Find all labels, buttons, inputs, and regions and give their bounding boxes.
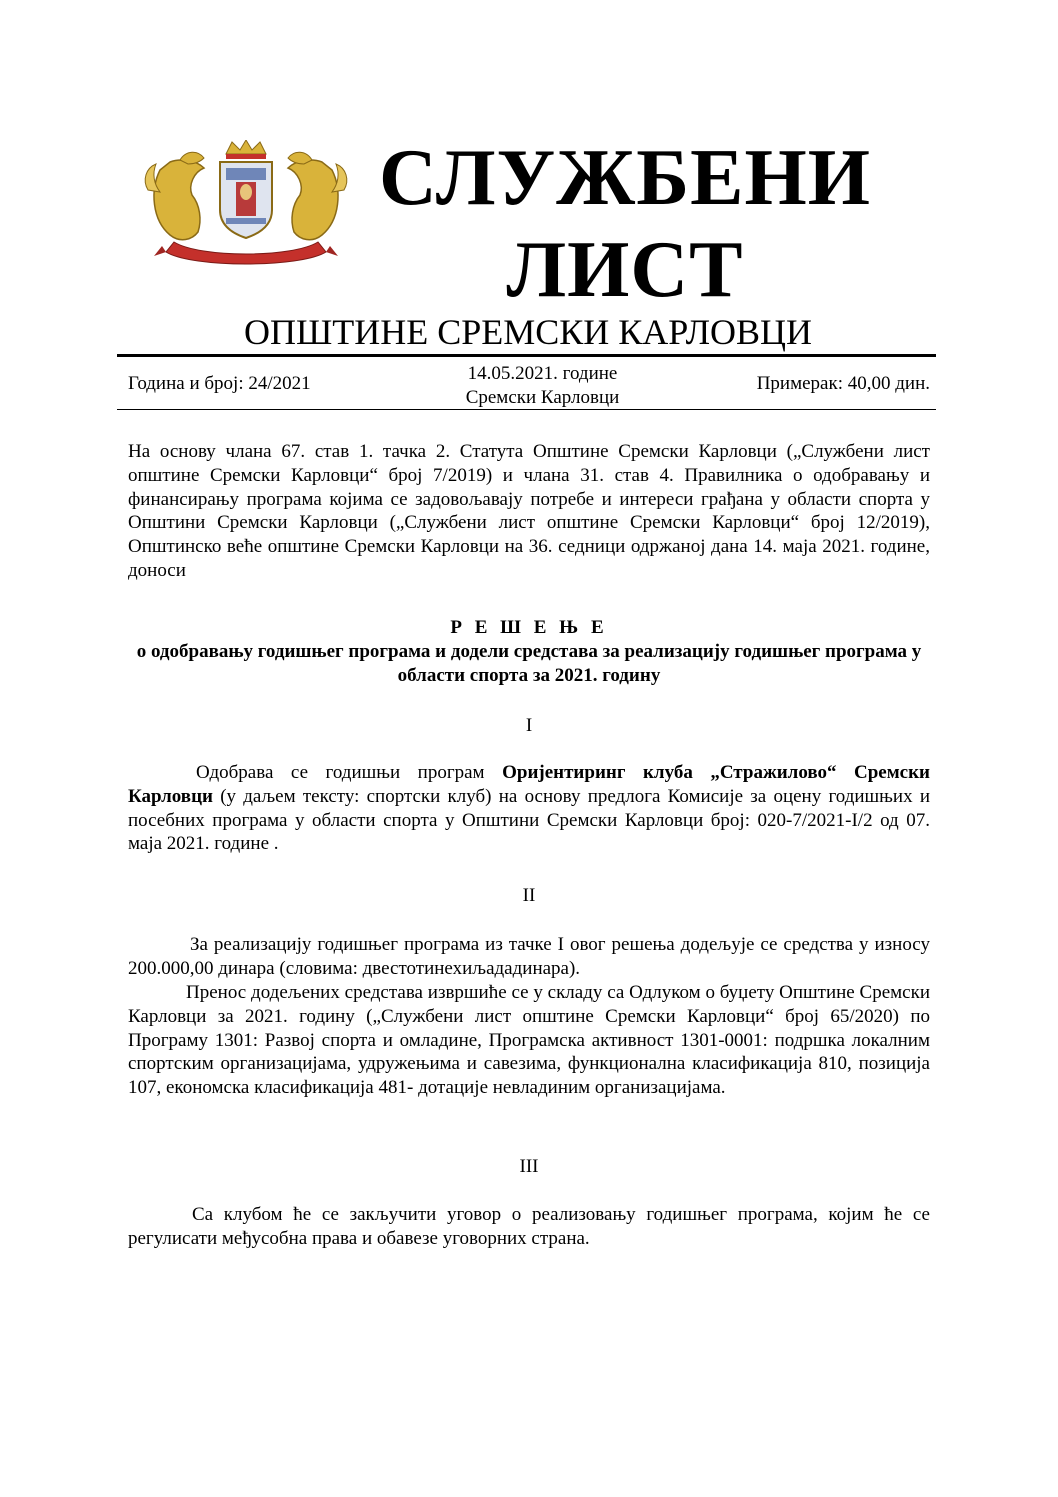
club-name: Оријентиринг клуба „Стражилово“ Сремски Карловци <box>128 762 930 807</box>
masthead-subtitle: ОПШТИНЕ СРЕМСКИ КАРЛОВЦИ <box>243 312 813 352</box>
p1-text-end: (у даљем тексту: спортски клуб) на основу предлога Комисије за оцену годишњих и посебних програма у области спорта у Општини Сремски Карловци број: 020-7/2021-I/2 од 07. маја 2021. године . <box>128 785 930 855</box>
issue-price: Примерак: 40,00 дин. <box>756 373 930 394</box>
header-divider-top <box>117 354 936 357</box>
section-heading-3: III <box>519 1156 539 1177</box>
section-heading-1: I <box>525 715 533 736</box>
section-heading-2: II <box>522 885 536 906</box>
coat-of-arms-icon <box>140 140 352 270</box>
header-divider-bottom <box>117 409 936 410</box>
p1-text-start: Одобрава се годишњи програм <box>196 762 503 783</box>
section-1-paragraph <box>128 761 930 856</box>
issue-place: Сремски Карловци <box>465 387 620 408</box>
section-3-paragraph: Са клубом ће се закључити уговор о реализовању годишњег програма, којим ће се регулисати међусобна права и обавезе уговорних страна. <box>128 1204 930 1249</box>
issue-date-place <box>440 362 645 410</box>
masthead-title-line-2: ЛИСТ <box>506 226 744 314</box>
decision-subtitle: о одобравању годишњег програма и додели средстава за реализацију годишњег програма у области спорта за 2021. годину <box>136 641 922 686</box>
issue-number: Година и број: 24/2021 <box>128 373 311 394</box>
section-2-paragraph-1: За реализацију годишњег програма из тачке I овог решења додељује се средства у износу 200.000,00 динара (словима: двестотинехиљададинара). <box>128 934 930 979</box>
decision-title: Р Е Ш Е Њ Е <box>450 617 608 638</box>
issue-date: 14.05.2021. године <box>467 363 618 384</box>
preamble-paragraph: На основу члана 67. став 1. тачка 2. Статута Општине Сремски Карловци („Службени лист општине Сремски Карловци“ број 7/2019) и члана 31. став 4. Правилника о одобравању и финансирању програма којима се задовољавају потребе и интереси грађана у области спорта у Општини Сремски Карловци („Службени лист општине Сремски Карловци“ број 12/2019), Општинско веће општине Сремски Карловци на 36. седници одржаној дана 14. маја 2021. године, доноси <box>128 441 930 581</box>
masthead-title-line-1: СЛУЖБЕНИ <box>379 134 871 222</box>
section-2-paragraph-2: Пренос додељених средстава извршиће се у складу са Одлуком о буџету Општине Сремски Карловци за 2021. годину („Службени лист општине Сремски Карловци“ број 65/2020) по Програму 1301: Развој спорта и омладине, Програмска активност 1301-0001: подршка локалним спортским организацијама, удружењима и савезима, функционална класификација 810, позиција 107, економска класификација 481- дотације невладиним организацијама. <box>128 982 930 1099</box>
